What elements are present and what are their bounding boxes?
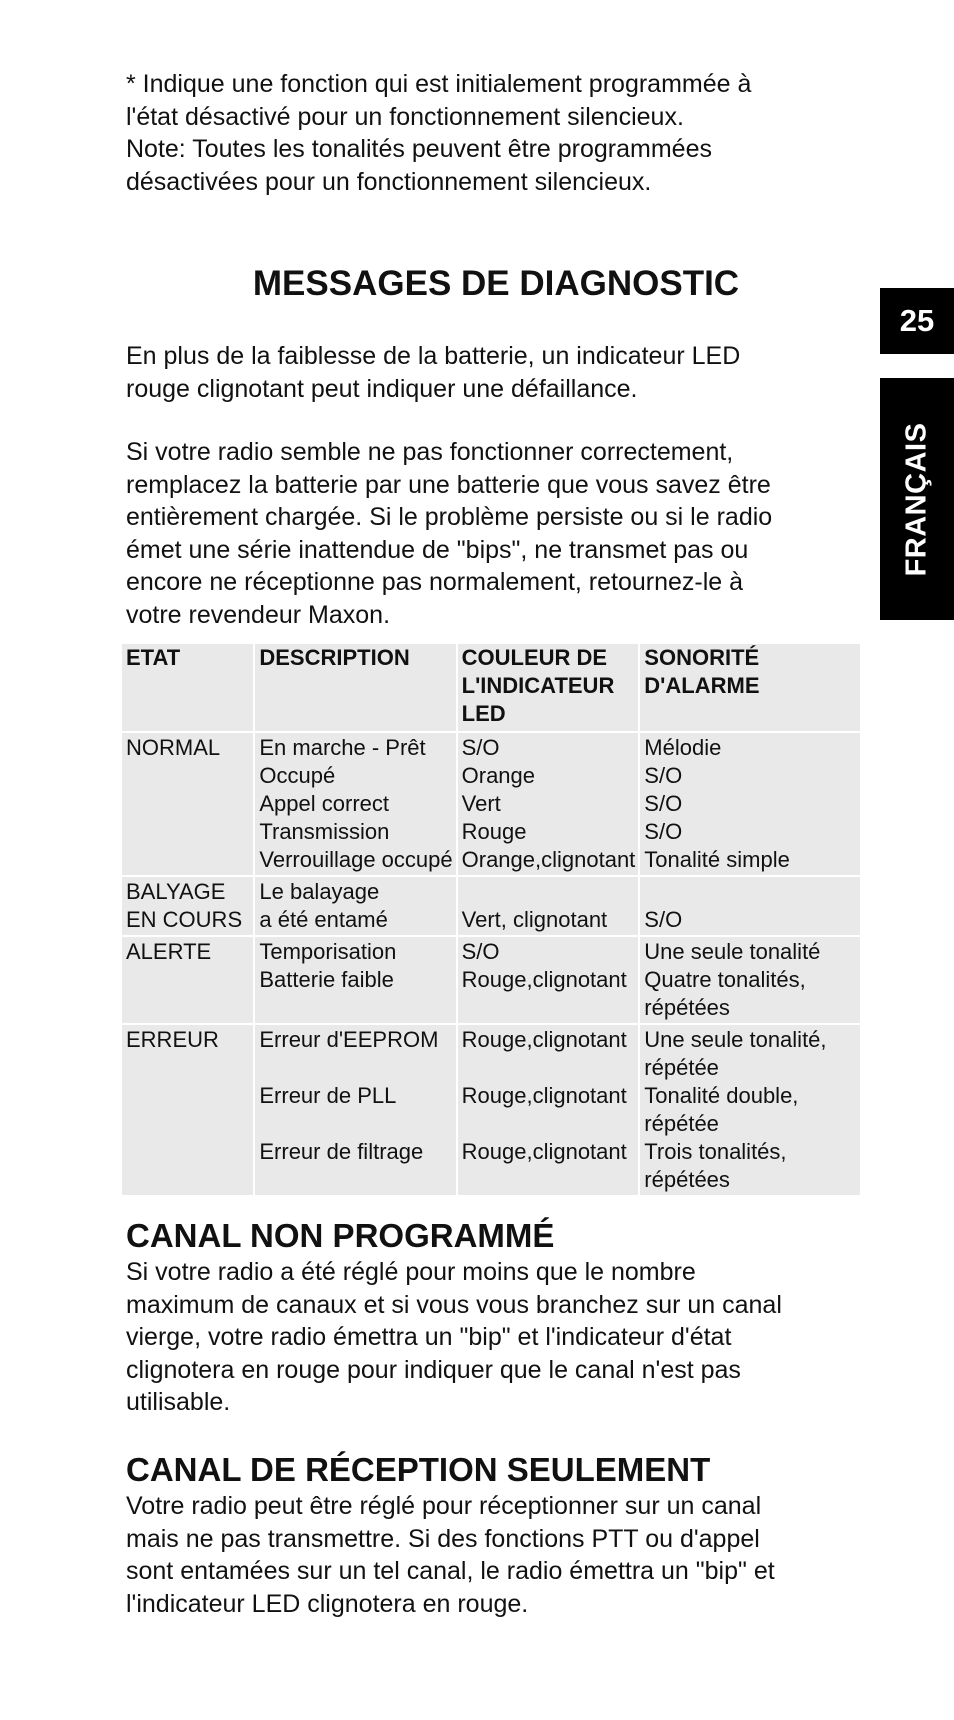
section-title: CANAL NON PROGRAMMÉ [126, 1217, 555, 1254]
diagnostic-para-2 [126, 436, 866, 631]
cell-etat: ALERTE [122, 936, 254, 1024]
cell-couleur: Rouge,clignotant Rouge,clignotant Rouge,clignotant [457, 1024, 640, 1195]
cell-sonorite: Une seule tonalité Quatre tonalités, répétées [639, 936, 860, 1024]
cell-etat: ERREUR [122, 1024, 254, 1195]
text-line: maximum de canaux et si vous vous branchez sur un canal [126, 1290, 782, 1319]
canal-non-programme-section [126, 1216, 866, 1419]
intro-line: l'état désactivé pour un fonctionnement silencieux. [126, 102, 684, 131]
page-number: 25 [899, 303, 935, 338]
text-line: sont entamées sur un tel canal, le radio émettra un "bip" et [126, 1557, 775, 1585]
cell-couleur: Vert, clignotant [457, 876, 640, 936]
text-line: En plus de la faiblesse de la batterie, un indicateur LED [126, 342, 741, 370]
table-row-alerte [122, 936, 860, 1024]
header-description: DESCRIPTION [254, 644, 456, 732]
text-line: émet une série inattendue de "bips", ne transmet pas ou [126, 535, 749, 564]
text-line: utilisable. [126, 1388, 231, 1416]
cell-description: Erreur d'EEPROM Erreur de PLL Erreur de filtrage [254, 1024, 456, 1195]
text-line: rouge clignotant peut indiquer une défaillance. [126, 374, 638, 403]
cell-etat: BALYAGE EN COURS [122, 876, 254, 936]
text-line: Si votre radio semble ne pas fonctionner correctement, [126, 438, 734, 466]
intro-line: désactivées pour un fonctionnement silencieux. [126, 167, 652, 196]
text-line: clignotera en rouge pour indiquer que le canal n'est pas [126, 1355, 741, 1384]
page-number-tab [880, 288, 954, 354]
cell-sonorite: Une seule tonalité, répétée Tonalité double, répétée Trois tonalités, répétées [644, 1027, 827, 1192]
header-etat: ETAT [122, 644, 254, 732]
cell-etat: NORMAL [122, 732, 254, 876]
text-line: mais ne pas transmettre. Si des fonctions PTT ou d'appel [126, 1524, 760, 1553]
table-row-erreur [122, 1024, 860, 1195]
language-tab [880, 378, 954, 620]
text-line: remplacez la batterie par une batterie que vous savez être [126, 470, 771, 499]
cell-sonorite: Mélodie S/O S/O S/O Tonalité simple [639, 732, 860, 876]
table-row-balayage [122, 876, 860, 936]
canal-reception-section [126, 1450, 866, 1620]
text-line: encore ne réceptionne pas normalement, retournez-le à [126, 568, 744, 596]
diagnostic-table [122, 644, 860, 1195]
text-line: votre revendeur Maxon. [126, 600, 391, 629]
cell-description: Temporisation Batterie faible [254, 936, 456, 1024]
section-title: CANAL DE RÉCEPTION SEULEMENT [126, 1451, 711, 1488]
cell-description: Le balayage a été entamé [254, 876, 456, 936]
cell-couleur: S/O Rouge,clignotant [457, 936, 640, 1024]
intro-line: * Indique une fonction qui est initialement programmée à [126, 70, 752, 98]
cell-couleur: S/O Orange Vert Rouge Orange,clignotant [457, 732, 640, 876]
diagnostic-para-1 [126, 340, 866, 405]
text-line: Si votre radio a été réglé pour moins que le nombre [126, 1258, 696, 1286]
text-line: vierge, votre radio émettra un "bip" et l'indicateur d'état [126, 1323, 732, 1351]
text-line: l'indicateur LED clignotera en rouge. [126, 1589, 529, 1618]
intro-note [126, 68, 856, 198]
cell-description: En marche - Prêt Occupé Appel correct Transmission Verrouillage occupé [254, 732, 456, 876]
diagnostic-title: MESSAGES DE DIAGNOSTIC [252, 264, 740, 303]
header-couleur: COULEUR DE L'INDICATEUR LED [457, 644, 640, 732]
intro-line: Note: Toutes les tonalités peuvent être programmées [126, 135, 712, 163]
text-line: Votre radio peut être réglé pour réceptionner sur un canal [126, 1492, 762, 1520]
table-header-row [122, 644, 860, 732]
text-line: entièrement chargée. Si le problème persiste ou si le radio [126, 503, 773, 531]
table-row-normal [122, 732, 860, 876]
cell-sonorite: S/O [639, 876, 860, 936]
header-sonorite: SONORITÉ D'ALARME [639, 644, 860, 732]
language-label: FRANÇAIS [900, 422, 933, 576]
